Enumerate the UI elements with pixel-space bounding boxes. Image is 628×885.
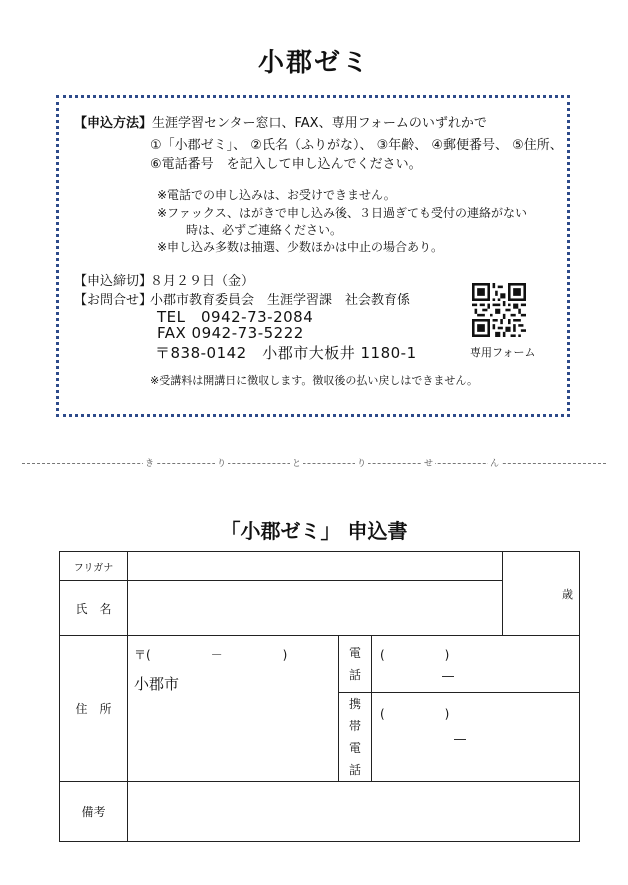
fee-note: ※受講料は開講日に徴収します。徴収後の払い戻しはできません。 — [150, 374, 478, 387]
contact-address: 〒838-0142 小郡市大板井 1180-1 — [155, 344, 417, 362]
deadline-value: ８月２９日（金） — [150, 274, 255, 289]
postal-code-line: 〒( － ) — [134, 648, 288, 662]
mobile-field[interactable] — [372, 693, 580, 782]
phone-label: 電話 — [339, 636, 372, 693]
application-form — [59, 551, 580, 842]
cut-char: り — [355, 456, 368, 469]
note-1: ※電話での申し込みは、お受けできません。 — [157, 188, 396, 202]
items-line-2: ⑥電話番号 を記入して申し込んでください。 — [150, 157, 422, 172]
city-name: 小郡市 — [134, 675, 180, 693]
furigana-label: フリガナ — [60, 552, 128, 581]
phone-field[interactable] — [372, 636, 580, 693]
furigana-field[interactable] — [128, 552, 503, 581]
address-label: 住 所 — [60, 636, 128, 782]
name-field[interactable] — [128, 581, 503, 636]
note-2b: 時は、必ずご連絡ください。 — [186, 223, 343, 237]
remarks-label: 備考 — [60, 782, 128, 842]
page-title: 小郡ゼミ — [257, 48, 370, 78]
address-field[interactable] — [128, 636, 339, 782]
age-field[interactable] — [503, 552, 580, 636]
mobile-label: 携帯電話 — [339, 693, 372, 782]
note-2: ※ファックス、はがきで申し込み後、３日過ぎても受付の連絡がない — [157, 206, 528, 220]
qr-code-icon[interactable] — [472, 283, 526, 337]
contact-org: 小郡市教育委員会 生涯学習課 社会教育係 — [150, 293, 411, 308]
cut-line — [22, 463, 606, 465]
cut-char: ん — [488, 456, 501, 469]
qr-caption: 専用フォーム — [470, 346, 536, 359]
deadline-label: 【申込締切】 — [74, 274, 153, 289]
cut-char: せ — [422, 456, 435, 469]
phone-dash: ― — [442, 669, 454, 683]
age-unit: 歳 — [562, 587, 574, 601]
cut-char: と — [290, 456, 303, 469]
method-text: 生涯学習センター窓口、FAX、専用フォームのいずれかで — [152, 116, 487, 131]
mobile-area-code: ( ) — [380, 707, 450, 721]
remarks-field[interactable] — [128, 782, 580, 842]
cut-char: り — [215, 456, 228, 469]
cut-char: き — [143, 456, 156, 469]
mobile-dash: ― — [454, 732, 466, 746]
phone-area-code: ( ) — [380, 648, 450, 662]
contact-fax: FAX 0942-73-5222 — [157, 324, 304, 342]
form-title: 「小郡ゼミ」 申込書 — [220, 519, 408, 543]
name-label: 氏 名 — [60, 581, 128, 636]
method-label: 【申込方法】 — [74, 116, 153, 131]
note-3: ※申し込み多数は抽選、少数ほかは中止の場合あり。 — [157, 240, 444, 254]
contact-tel: TEL 0942-73-2084 — [157, 308, 314, 326]
contact-label: 【お問合せ】 — [74, 293, 153, 308]
items-line-1: ①「小郡ゼミ」、 ②氏名（ふりがな）、 ③年齢、 ④郵便番号、 ⑤住所、 — [150, 138, 563, 153]
